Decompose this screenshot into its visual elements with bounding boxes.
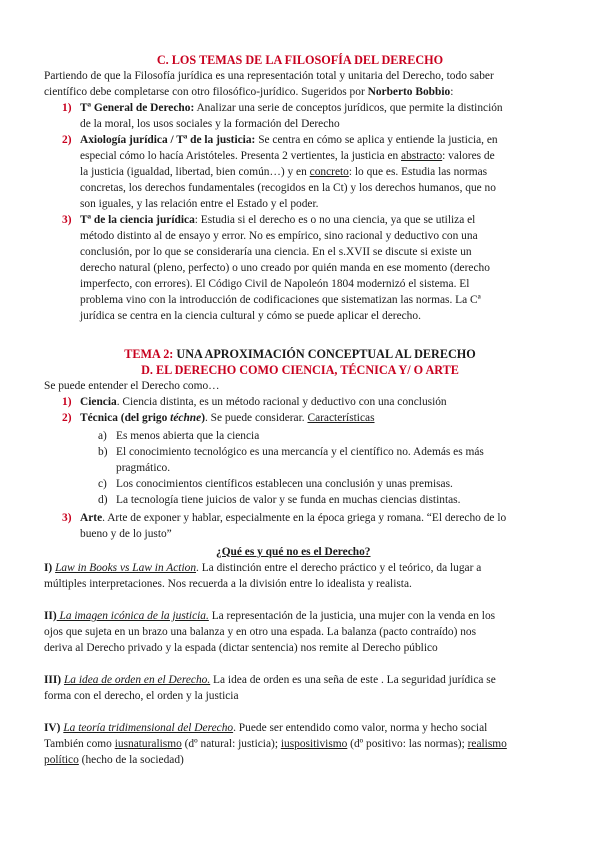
list-item-arte: Arte. Arte de exponer y hablar, especialmente en la época griega y romana. “El derecho de lo — [80, 512, 507, 524]
paragraph-line: También como iusnaturalismo (dº natural: justicia); iuspositivismo (dº positivo: las normas); realismo — [44, 738, 507, 750]
list-item-line: concretas, los derechos fundamentales (recogidos en la Ct) y los derechos humanos, que no — [80, 182, 496, 194]
paragraph-line: ojos que sujeta en un brazo una balanza y en otro una espada. La balanza (pacto contraído) nos — [44, 626, 477, 638]
list-item-ciencia: Ciencia. Ciencia distinta, es un método racional y deductivo con una conclusión — [80, 396, 447, 408]
list-item-line: la justicia (igualdad, libertad, bien común…) y en concreto: lo que es. Estudia las normas — [80, 166, 488, 178]
sub-letter: a) — [98, 430, 107, 442]
list-item: Tª de la ciencia jurídica: Estudia si el derecho es o no una ciencia, ya que se utiliza el — [80, 214, 476, 226]
section-c-intro-line: científico debe completarse con otro filosófico-jurídico. Sugeridos por Norberto Bobbio: — [44, 86, 454, 98]
sub-letter: d) — [98, 494, 108, 506]
paragraph-iii: III) La idea de orden en el Derecho. La idea de orden es una seña de este . La seguridad jurídica se — [44, 674, 496, 686]
sub-item: Los conocimientos científicos establecen una conclusión y unas premisas. — [116, 478, 453, 490]
paragraph-line: múltiples interpretaciones. Nos recuerda a la división entre lo idealista y realista. — [44, 578, 412, 590]
list-item-line: de la moral, los usos sociales y la formación del Derecho — [80, 118, 340, 130]
section-d-title: D. EL DERECHO COMO CIENCIA, TÉCNICA Y/ O ARTE — [141, 363, 459, 377]
list-item-line: problema vino con la introducción de codificaciones que sistematizan las normas. La Cª — [80, 294, 481, 306]
paragraph-line: político (hecho de la sociedad) — [44, 754, 184, 766]
list-item-line: son iguales, y las relación entre el Estado y el poder. — [80, 198, 319, 210]
list-number: 2) — [62, 412, 72, 424]
paragraph-line: deriva al Derecho privado y la espada (dictar sentencia) nos remite al Derecho público — [44, 642, 438, 654]
list-item-tecnica: Técnica (del grigo téchne). Se puede considerar. Características — [80, 412, 375, 424]
list-number: 1) — [62, 396, 72, 408]
paragraph-ii: II) La imagen icónica de la justicia. La representación de la justicia, una mujer con la venda en los — [44, 610, 496, 622]
list-item: Axiología jurídica / Tª de la justicia: Se centra en cómo se aplica y entiende la justicia, en — [80, 134, 498, 146]
author-name: Norberto Bobbio — [367, 86, 451, 98]
list-item-line: método distinto al de ensayo y error. No es empírico, sino racional y deductivo con una — [80, 230, 478, 242]
list-item-line: imperfecto, con errores). El Código Civil de Napoleón 1804 modernizó el sistema. El — [80, 278, 470, 290]
sub-item: El conocimiento tecnológico es una mercancía y el científico no. Además es más — [116, 446, 484, 458]
list-item-line: bueno y de lo justo” — [80, 528, 172, 540]
section-c-intro-line: Partiendo de que la Filosofía jurídica es una representación total y unitaria del Derecho, todo saber — [44, 70, 494, 82]
tema-2-title: TEMA 2: UNA APROXIMACIÓN CONCEPTUAL AL DERECHO — [124, 347, 476, 361]
list-item-line: conclusión, por lo que se consideraría una ciencia. En el s.XVII se discute si existe un — [80, 246, 472, 258]
sub-letter: b) — [98, 446, 108, 458]
sub-item-line: pragmático. — [116, 462, 171, 474]
section-c-title: C. LOS TEMAS DE LA FILOSOFÍA DEL DERECHO — [156, 53, 444, 67]
sub-item: La tecnología tiene juicios de valor y se funda en muchas ciencias distintas. — [116, 494, 461, 506]
list-number: 3) — [62, 214, 72, 226]
list-item-line: especial cómo lo hacía Aristóteles. Presenta 2 vertientes, la justicia en abstracto: valores de — [80, 150, 495, 162]
sub-item: Es menos abierta que la ciencia — [116, 430, 260, 442]
paragraph-line: forma con el derecho, el orden y la justicia — [44, 690, 239, 702]
question-heading: ¿Qué es y qué no es el Derecho? — [216, 546, 371, 558]
tema-2-intro: Se puede entender el Derecho como… — [44, 380, 220, 392]
paragraph-iv: IV) La teoría tridimensional del Derecho. Puede ser entendido como valor, norma y hecho social — [44, 722, 488, 734]
list-item-line: derecho natural (pleno, perfecto) o uno creado por quién manda en ese momento (derecho — [80, 262, 490, 274]
list-item: Tª General de Derecho: Analizar una serie de conceptos jurídicos, que permite la distinción — [80, 102, 503, 114]
list-number: 3) — [62, 512, 72, 524]
list-number: 1) — [62, 102, 72, 114]
list-item-line: jurídica se centra en la ciencia cultural y cómo se puede aplicar el derecho. — [80, 310, 421, 322]
list-number: 2) — [62, 134, 72, 146]
paragraph-i: I) Law in Books vs Law in Action. La distinción entre el derecho práctico y el teórico, da lugar a — [44, 562, 482, 574]
sub-letter: c) — [98, 478, 107, 490]
